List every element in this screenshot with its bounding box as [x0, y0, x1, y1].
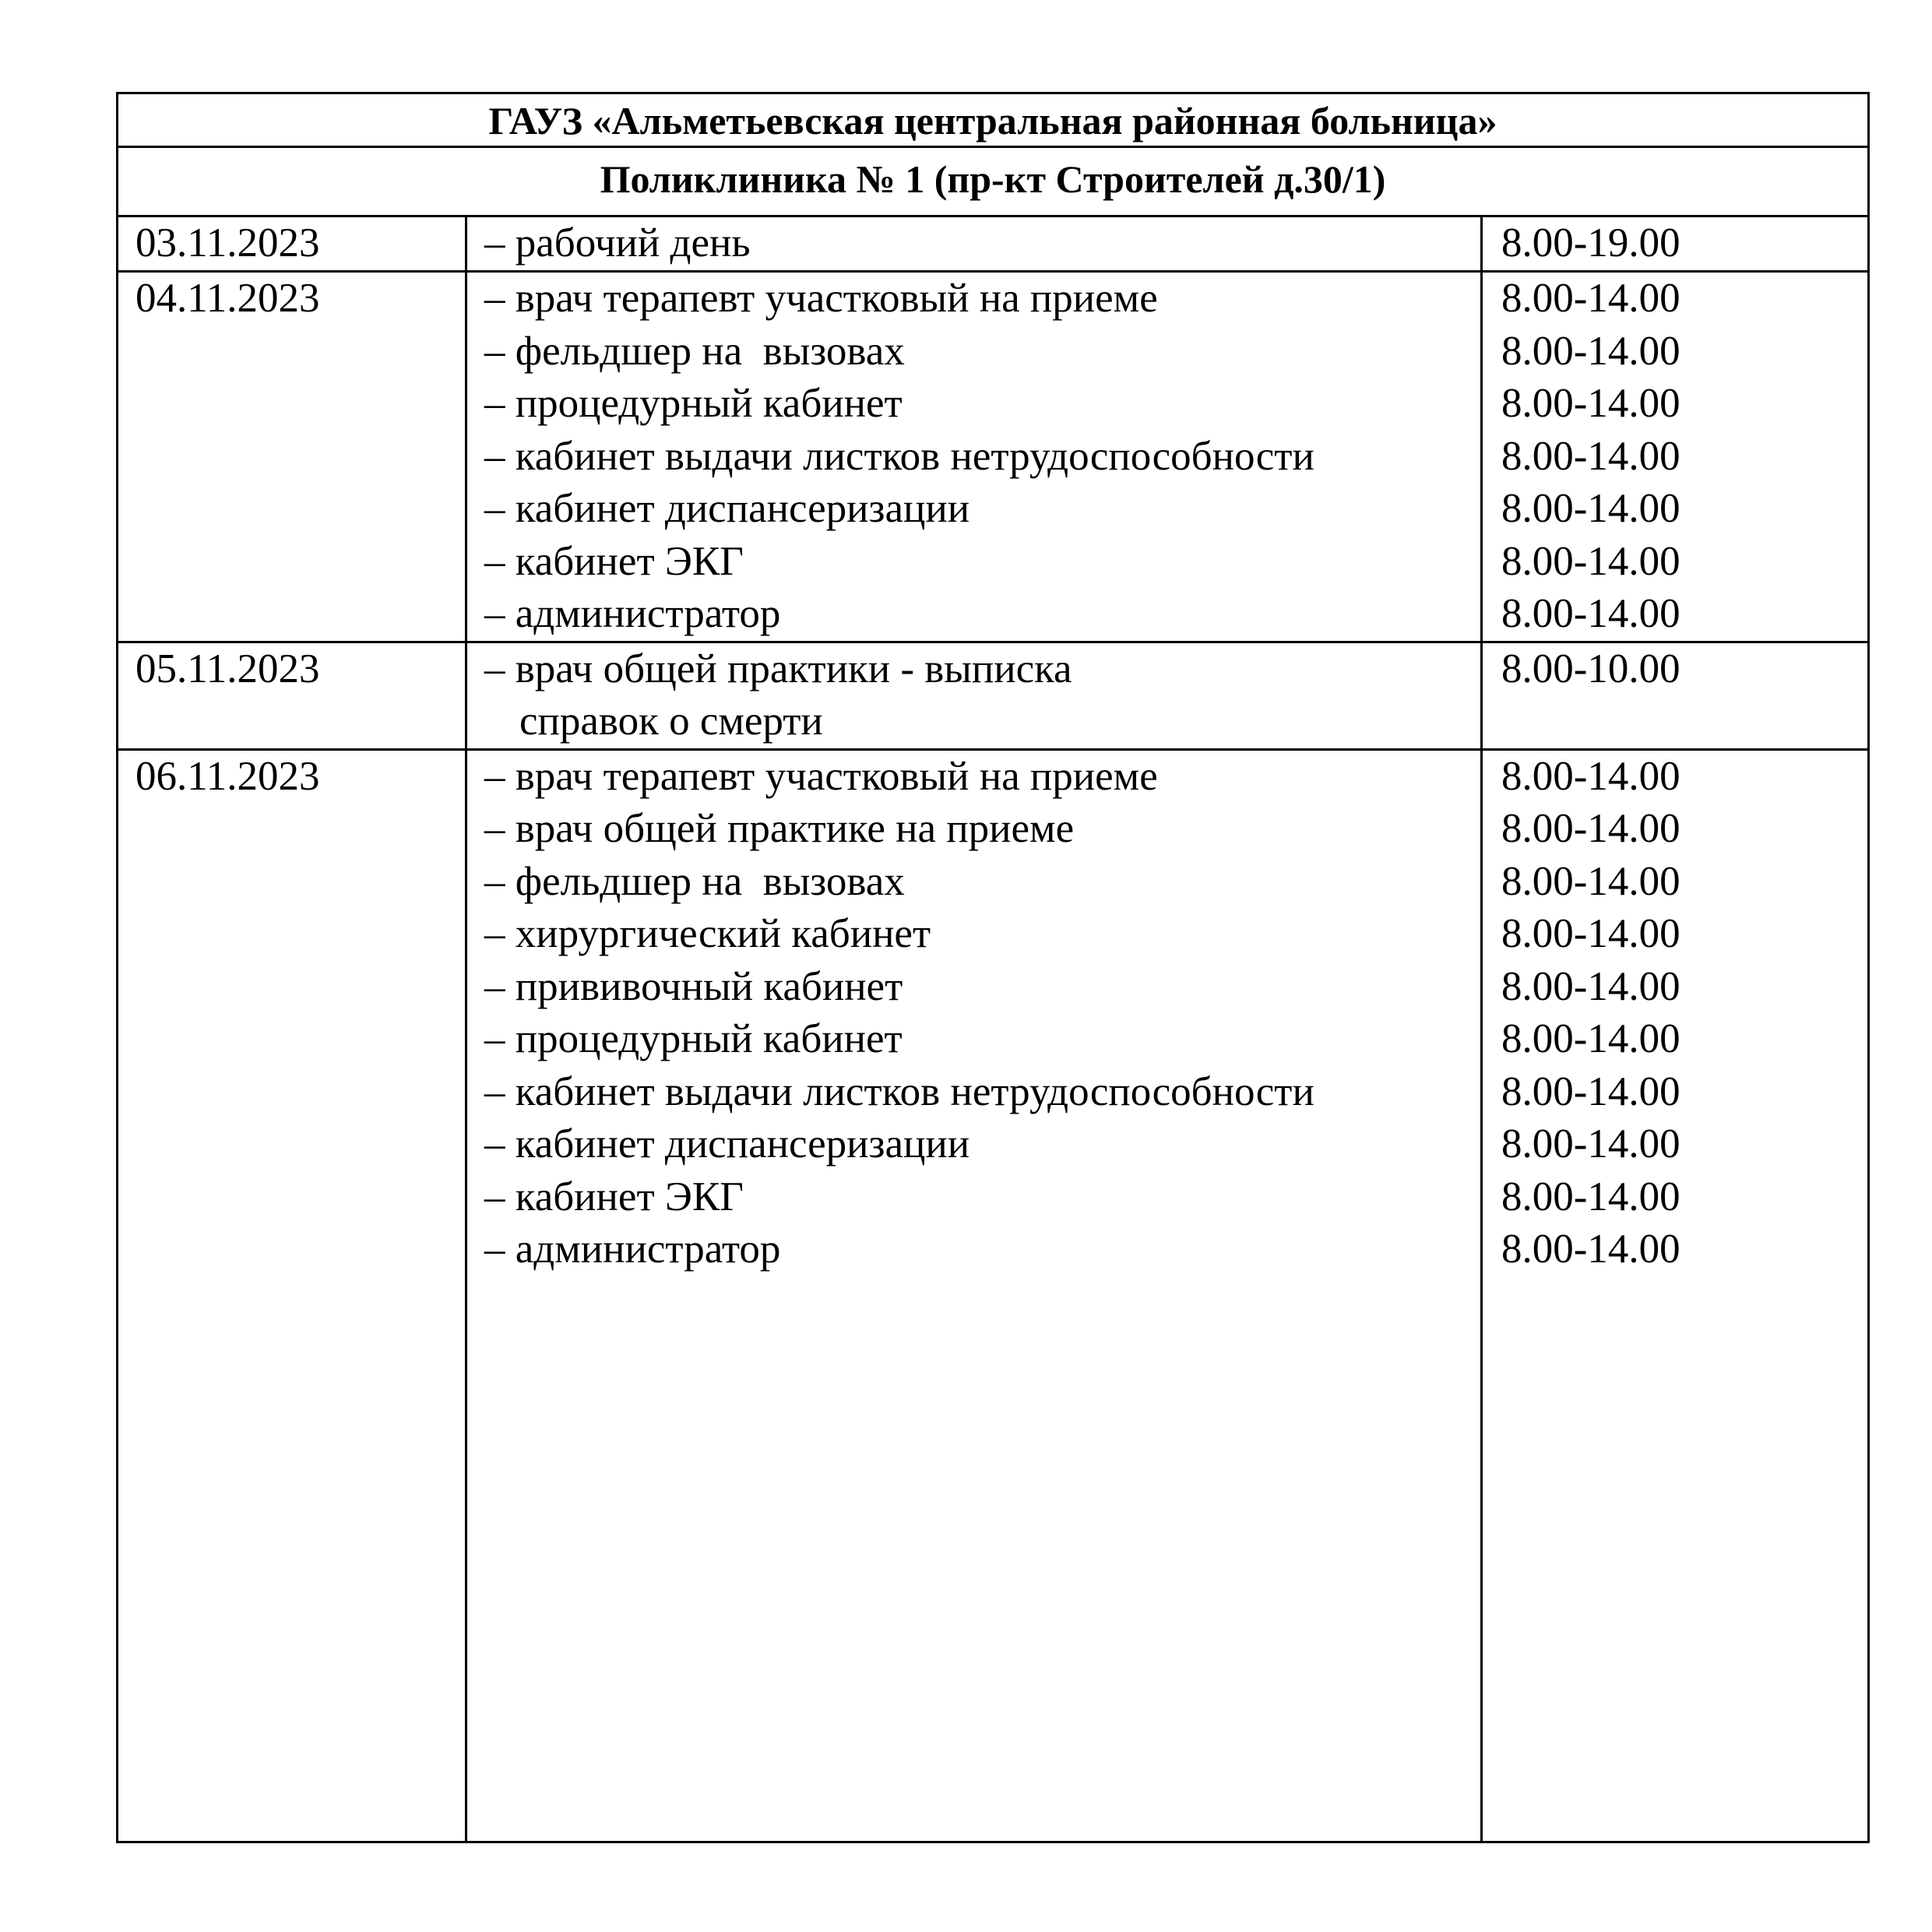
- service-item: – процедурный кабинет: [484, 1016, 903, 1061]
- service-item: – хирургический кабинет: [484, 911, 931, 956]
- service-item: – кабинет диспансеризации: [484, 1121, 970, 1167]
- clinic-title-row: [118, 147, 1869, 216]
- service-item: – кабинет ЭКГ: [484, 1174, 744, 1219]
- service-hours: 8.00-14.00: [1501, 1016, 1680, 1061]
- hours-cell: [1482, 216, 1869, 272]
- service-hours: 8.00-14.00: [1501, 1068, 1680, 1114]
- services-cell: [466, 272, 1482, 642]
- date-cell: [118, 272, 466, 642]
- service-hours: 8.00-14.00: [1501, 433, 1680, 479]
- service-hours: 8.00-14.00: [1501, 963, 1680, 1009]
- schedule-table: [116, 92, 1870, 1843]
- service-item: – врач общей практике на приеме: [484, 806, 1075, 851]
- service-hours: 8.00-14.00: [1501, 1226, 1680, 1272]
- day-row: [118, 272, 1869, 642]
- service-hours: 8.00-14.00: [1501, 381, 1680, 426]
- clinic-title: Поликлиника № 1 (пр-кт Строителей д.30/1): [600, 157, 1386, 201]
- service-item: – прививочный кабинет: [484, 963, 903, 1009]
- date-cell: [118, 749, 466, 1842]
- service-item: – врач терапевт участковый на приеме: [484, 276, 1158, 321]
- day-date: 03.11.2023: [135, 220, 320, 266]
- service-hours: 8.00-14.00: [1501, 276, 1680, 321]
- service-item: – фельдшер на вызовах: [484, 858, 905, 904]
- service-hours: 8.00-14.00: [1501, 538, 1680, 584]
- service-item: – процедурный кабинет: [484, 381, 903, 426]
- service-item: – врач терапевт участковый на приеме: [484, 753, 1158, 799]
- service-item: – администратор: [484, 591, 781, 636]
- hours-cell: [1482, 749, 1869, 1842]
- hours-cell: [1482, 272, 1869, 642]
- service-item: – кабинет выдачи листков нетрудоспособности: [484, 1068, 1314, 1114]
- service-item: – кабинет выдачи листков нетрудоспособности: [484, 433, 1314, 479]
- org-title: ГАУЗ «Альметьевская центральная районная больница»: [488, 99, 1497, 143]
- hours-cell: [1482, 642, 1869, 749]
- service-hours: 8.00-14.00: [1501, 806, 1680, 851]
- service-hours: 8.00-14.00: [1501, 1121, 1680, 1167]
- services-cell: [466, 749, 1482, 1842]
- service-hours: 8.00-14.00: [1501, 911, 1680, 956]
- day-row: [118, 642, 1869, 749]
- service-hours: 8.00-14.00: [1501, 591, 1680, 636]
- service-hours: 8.00-14.00: [1501, 328, 1680, 374]
- clinic-title-cell: [118, 147, 1869, 216]
- org-title-row: [118, 93, 1869, 147]
- service-hours: 8.00-14.00: [1501, 486, 1680, 531]
- service-item: – кабинет ЭКГ: [484, 538, 744, 584]
- date-cell: [118, 216, 466, 272]
- service-item-continuation: справок о смерти: [519, 699, 823, 744]
- service-hours: 8.00-14.00: [1501, 753, 1680, 799]
- service-item: – фельдшер на вызовах: [484, 328, 905, 374]
- service-item: – кабинет диспансеризации: [484, 486, 970, 531]
- services-cell: [466, 216, 1482, 272]
- date-cell: [118, 642, 466, 749]
- service-item: – рабочий день: [484, 220, 751, 266]
- day-row: [118, 749, 1869, 1842]
- services-cell: [466, 642, 1482, 749]
- service-hours: 8.00-14.00: [1501, 858, 1680, 904]
- service-hours: 8.00-14.00: [1501, 1174, 1680, 1219]
- service-hours: 8.00-19.00: [1501, 220, 1680, 266]
- day-row: [118, 216, 1869, 272]
- service-item: – администратор: [484, 1226, 781, 1272]
- day-date: 05.11.2023: [135, 646, 320, 692]
- service-hours: 8.00-10.00: [1501, 646, 1680, 692]
- service-item: – врач общей практики - выписка: [484, 646, 1072, 692]
- org-title-cell: [118, 93, 1869, 147]
- day-date: 06.11.2023: [135, 753, 320, 799]
- day-date: 04.11.2023: [135, 276, 320, 321]
